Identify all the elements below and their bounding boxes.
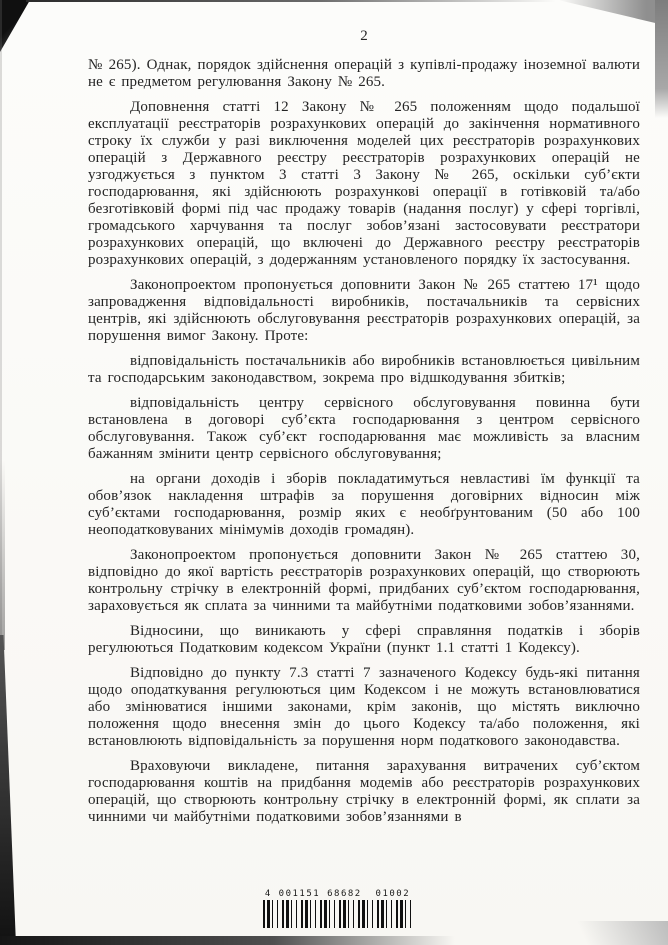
paragraph: відповідальність постачальників або виробників встановлюється цивільним та господарським законодавством, зокрема про відшкодування збитків; — [88, 353, 640, 386]
paragraph: Законопроектом пропонується доповнити Закон № 265 статтею 17¹ щодо запровадження відповідальності виробників, постачальників та сервісних центрів, які здійснюють обслуговування реєстраторів розрахункових операцій, за порушення вимог Закону. Проте: — [88, 277, 640, 344]
scan-artifact-right-edge — [655, 0, 668, 118]
scan-artifact-bottom-edge — [0, 936, 455, 945]
paragraph: Відносини, що виникають у сфері справляння податків і зборів регулюються Податковим кодексом України (пункт 1.1 статті 1 Кодексу). — [88, 623, 640, 656]
scan-artifact-bottom-right-corner — [538, 921, 668, 945]
scan-artifact-left-edge-dark — [0, 635, 16, 945]
paragraph: на органи доходів і зборів покладатимуться невластиві їм функції та обов’язок накладення штрафів за порушення договірних відносин між суб’єктами господарювання, розмір яких є необґрунтованим (50 або 100 неоподатковуваних мінімумів доходів громадян). — [88, 471, 640, 538]
scan-artifact-top-right-corner — [558, 0, 668, 26]
paragraph: Враховуючи викладене, питання зарахування витрачених суб’єктом господарювання коштів на придбання модемів або реєстраторів розрахункових операцій, що створюють контрольну стрічку в електронній формі, як сплати за чинними чи майбутніми податковими зобов’язаннями в — [88, 758, 640, 825]
scan-artifact-top-left-corner — [0, 0, 30, 52]
paragraph: № 265). Однак, порядок здійснення операцій з купівлі-продажу іноземної валюти не є предметом регулювання Закону № 265. — [88, 57, 640, 90]
scan-artifact-left-edge-line — [0, 0, 2, 945]
paragraph: Доповнення статті 12 Закону № 265 положенням щодо подальшої експлуатації реєстраторів розрахункових операцій до закінчення нормативного строку їх служби у разі виключення моделей цих реєстраторів розрахункових операцій з Державного реєстру реєстраторів розрахункових операцій не узгоджується з пунктом 3 статті 3 Закону № 265, оскільки суб’єкти господарювання, які здійснюють розрахункові операції в готівковій та/або безготівковій формі під час продажу товарів (надання послуг) у сфері торгівлі, громадського харчування та послуг зобов’язані застосовувати реєстратори розрахункових операцій, що включені до Державного реєстру реєстраторів розрахункових операцій, з додержанням установленого порядку їх застосування. — [88, 99, 640, 268]
document-body — [88, 57, 640, 834]
barcode-bars-image — [263, 900, 413, 928]
paragraph: Законопроектом пропонується доповнити Закон № 265 статтею 30, відповідно до якої вартість реєстраторів розрахункових операцій, що створюють контрольну стрічку в електронній формі, придбаних суб’єктом господарювання, зараховується як сплата за чинними та майбутніми податковими зобов’язаннями. — [88, 547, 640, 614]
scan-artifact-left-edge-shadow — [0, 460, 5, 650]
barcode — [250, 889, 425, 928]
paragraph: Відповідно до пункту 7.3 статті 7 зазначеного Кодексу будь-які питання щодо оподаткування регулюються цим Кодексом і не можуть встановлюватися або змінюватися іншими законами, крім законів, що містять виключно положення щодо внесення змін до цього Кодексу та/або положення, які встановлюють відповідальність за порушення норм податкового законодавства. — [88, 665, 640, 749]
scan-artifact-top-edge — [26, 0, 556, 2]
barcode-digits: 4 001151 68682 01002 — [264, 889, 411, 899]
paragraph: відповідальність центру сервісного обслуговування повинна бути встановлена в договорі суб’єкта господарювання з центром сервісного обслуговування. Також суб’єкт господарювання має можливість за власним бажанням змінити центр сервісного обслуговування; — [88, 395, 640, 462]
page-number: 2 — [360, 28, 368, 44]
